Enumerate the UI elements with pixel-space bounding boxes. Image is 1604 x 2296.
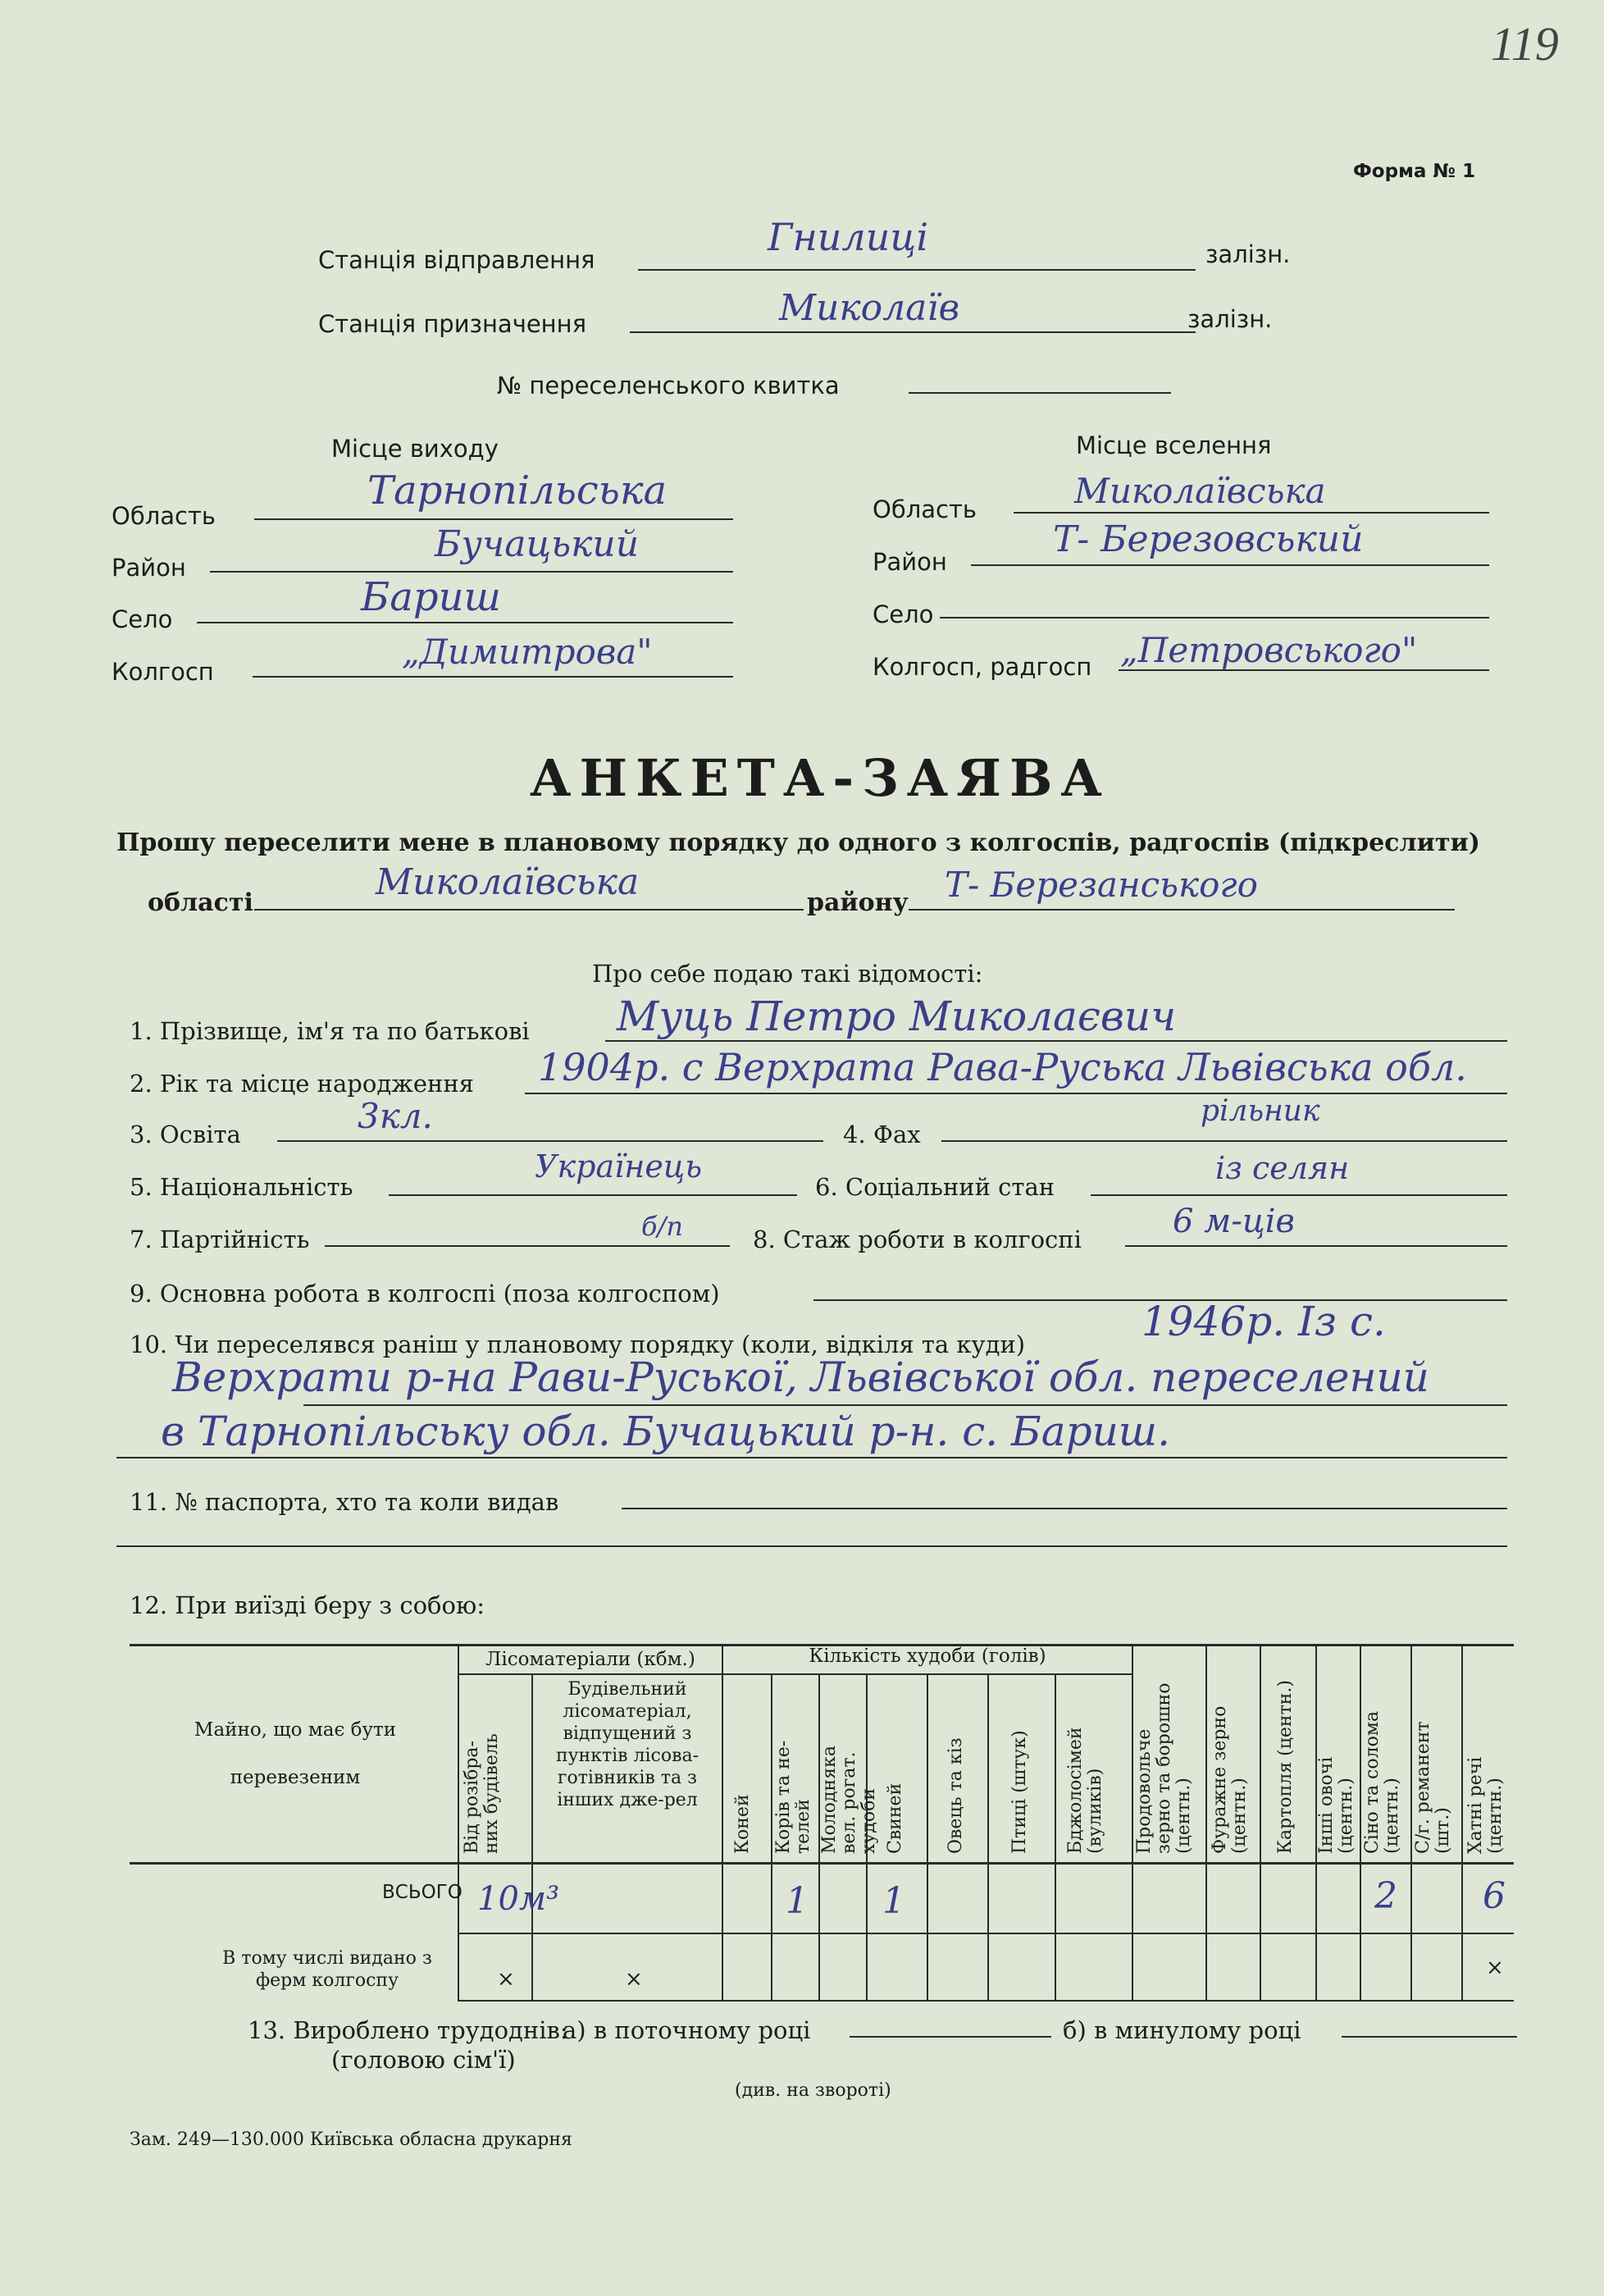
request-oblast-line <box>254 909 804 911</box>
settlement-raion-line <box>971 564 1489 566</box>
request-raion-value: Т- Березанського <box>945 865 1258 905</box>
field-3-label: 3. Освіта <box>130 1121 241 1148</box>
field-1-label: 1. Прізвище, ім'я та по батькові <box>130 1017 530 1045</box>
field-10-line-2 <box>303 1404 1507 1406</box>
origin-raion-value: Бучацький <box>435 523 640 565</box>
settlement-raion-label: Район <box>873 548 947 576</box>
ticket-number-label: № переселенського квитка <box>497 372 840 399</box>
col-header-potatoes: Картопля (центн.) <box>1275 1680 1296 1854</box>
table-col-line <box>1132 1644 1133 2000</box>
table-col-line <box>458 1644 459 2000</box>
table-col-line <box>1260 1644 1261 2000</box>
workdays-previous-line <box>1342 2036 1517 2038</box>
row-issued-label: В тому числі видано з ферм колгоспу <box>222 1948 432 1991</box>
field-7-label: 7. Партійність <box>130 1226 310 1253</box>
col-header-hay: Сіно та солома (центн.) <box>1362 1710 1402 1854</box>
table-row-divider <box>458 1933 1514 1934</box>
field-3-value: 3кл. <box>358 1096 433 1136</box>
total-household-value: 6 <box>1483 1875 1506 1917</box>
printer-imprint: Зам. 249—130.000 Київська обласна друкарня <box>130 2129 572 2150</box>
ticket-number-line <box>909 392 1171 394</box>
issued-household-cross: × <box>1486 1956 1504 1980</box>
see-back-note: (див. на звороті) <box>735 2080 891 2101</box>
settlement-heading: Місце вселення <box>1076 431 1272 459</box>
settlement-kolhosp-label: Колгосп, радгосп <box>873 653 1092 681</box>
field-10-line-3 <box>116 1457 1507 1458</box>
origin-heading: Місце виходу <box>331 435 499 463</box>
origin-raion-label: Район <box>112 554 186 582</box>
origin-kolhosp-label: Колгосп <box>112 658 214 686</box>
workdays-current-line <box>850 2036 1051 2038</box>
table-col-line <box>771 1673 772 2000</box>
departure-station-label: Станція відправлення <box>318 246 595 274</box>
workdays-previous-label: б) в минулому році <box>1063 2016 1301 2044</box>
field-4-value: рільник <box>1201 1094 1320 1128</box>
issued-building-timber-cross: × <box>625 1967 643 1992</box>
field-11-line <box>622 1508 1507 1509</box>
workdays-current-label: а) в поточному році <box>563 2016 811 2044</box>
table-col-line <box>987 1673 989 2000</box>
origin-selo-label: Село <box>112 605 173 633</box>
total-cows-value: 1 <box>786 1880 809 1922</box>
col-header-food-grain: Продовольче зерно та борошно (центн.) <box>1134 1682 1194 1854</box>
form-number-label: Форма № 1 <box>1353 161 1476 182</box>
field-6-label: 6. Соціальний стан <box>815 1173 1055 1201</box>
request-text: Прошу переселити мене в плановому порядку до одного з колгоспів, радгоспів (підкреслити) <box>116 828 1480 857</box>
settlement-selo-line <box>940 617 1489 619</box>
origin-selo-line <box>197 622 733 623</box>
archive-number: 119 <box>1491 17 1559 71</box>
field-9-label: 9. Основна робота в колгоспі (поза колгоспом) <box>130 1280 720 1308</box>
table-col-line <box>722 1644 723 2000</box>
table-col-line <box>1360 1644 1361 2000</box>
col-header-pigs: Свиней <box>885 1782 905 1854</box>
col-header-building-timber: Будівельний лісоматеріал, відпущений з пунктів лісова-готівників та з інших дже-рел <box>555 1679 699 1810</box>
field-5-value: Українець <box>535 1148 703 1185</box>
request-oblast-value: Миколаївська <box>376 861 640 903</box>
field-11-line-2 <box>116 1545 1507 1547</box>
field-6-line <box>1091 1194 1507 1196</box>
request-raion-line <box>909 909 1455 911</box>
field-4-line <box>941 1140 1507 1142</box>
col-header-sheep: Овець та кіз <box>946 1737 966 1854</box>
departure-station-suffix: залізн. <box>1205 240 1291 268</box>
table-col-line <box>531 1673 533 2000</box>
workdays-label: 13. Вироблено трудоднів: <box>248 2016 568 2044</box>
field-8-label: 8. Стаж роботи в колгоспі <box>753 1226 1082 1253</box>
request-raion-label: району <box>807 888 909 917</box>
field-8-value: 6 м-ців <box>1173 1203 1295 1240</box>
field-1-value: Муць Петро Миколаєвич <box>617 993 1177 1040</box>
table-col-line <box>927 1673 928 2000</box>
origin-oblast-value: Тарнопільська <box>367 468 668 514</box>
field-10-label: 10. Чи переселявся раніш у плановому порядку (коли, відкіля та куди) <box>130 1331 1026 1358</box>
field-5-label: 5. Національність <box>130 1173 353 1201</box>
field-2-value: 1904р. с Верхрата Рава-Руська Львівська обл. <box>538 1045 1467 1089</box>
table-bottom-border <box>458 2000 1514 2002</box>
total-pigs-value: 1 <box>882 1880 905 1922</box>
settlement-oblast-value: Миколаївська <box>1074 471 1326 511</box>
col-header-cows: Корів та не- телей <box>773 1740 813 1854</box>
col-header-inventory: С/г. реманент (шт.) <box>1413 1721 1453 1854</box>
origin-kolhosp-line <box>253 676 733 678</box>
settlement-kolhosp-value: „Петровського" <box>1120 630 1418 670</box>
table-col-line <box>1410 1644 1412 2000</box>
col-header-property: Майно, що має бути перевезеним <box>194 1719 397 1788</box>
col-header-vegetables: Інші овочі (центн.) <box>1316 1756 1356 1854</box>
settlement-oblast-line <box>1014 512 1489 514</box>
about-heading: Про себе подаю такі відомості: <box>592 960 983 988</box>
total-hay-value: 2 <box>1374 1875 1397 1917</box>
col-header-feed-grain: Фуражне зерно (центн.) <box>1210 1705 1250 1854</box>
table-col-line <box>1205 1644 1207 2000</box>
col-header-household: Хатні речі (центн.) <box>1465 1756 1506 1854</box>
total-dismantled-value: 10м³ <box>477 1880 560 1918</box>
destination-station-line <box>630 331 1196 333</box>
row-total-label: ВСЬОГО <box>382 1882 463 1903</box>
issued-dismantled-cross: × <box>497 1967 515 1992</box>
field-5-line <box>389 1194 797 1196</box>
field-2-label: 2. Рік та місце народження <box>130 1070 474 1098</box>
field-1-line <box>605 1040 1507 1042</box>
form-title: АНКЕТА-ЗАЯВА <box>530 748 1110 808</box>
field-6-value: із селян <box>1215 1150 1350 1186</box>
settlement-raion-value: Т- Березовський <box>1053 518 1364 560</box>
destination-station-suffix: залізн. <box>1187 305 1273 333</box>
origin-selo-value: Бариш <box>361 574 501 620</box>
col-header-poultry: Птиці (штук) <box>1009 1730 1030 1854</box>
field-2-line <box>525 1093 1507 1094</box>
origin-oblast-line <box>254 518 733 520</box>
settlement-selo-label: Село <box>873 600 934 628</box>
field-7-line <box>325 1245 730 1247</box>
table-intro: 12. При виїзді беру з собою: <box>130 1591 485 1619</box>
field-4-label: 4. Фах <box>843 1121 921 1148</box>
table-col-line <box>1055 1673 1056 2000</box>
origin-kolhosp-value: „Димитрова" <box>402 632 653 672</box>
table-col-line <box>1461 1644 1463 2000</box>
col-header-young-cattle: Молодняка вел. рогат. худоби <box>819 1746 879 1854</box>
settlement-oblast-label: Область <box>873 495 977 523</box>
destination-station-value: Миколаїв <box>779 287 960 329</box>
field-10-value-line3: в Тарнопільську обл. Бучацький р-н. с. Бариш. <box>161 1408 1171 1455</box>
col-header-dismantled: Від розібра- них будівель <box>462 1733 502 1854</box>
table-header-bottom <box>130 1862 1514 1865</box>
origin-raion-line <box>210 571 733 573</box>
field-10-value-line2: Верхрати р-на Рави-Руської, Львівської обл. переселений <box>172 1353 1429 1401</box>
request-oblast-label: області <box>148 888 253 917</box>
field-10-value-line1: 1946р. Із с. <box>1141 1298 1386 1345</box>
field-3-line <box>277 1140 823 1142</box>
col-group-timber: Лісоматеріали (кбм.) <box>485 1649 695 1670</box>
table-group-divider <box>459 1673 1132 1675</box>
origin-oblast-label: Область <box>112 502 216 530</box>
field-11-label: 11. № паспорта, хто та коли видав <box>130 1488 559 1516</box>
departure-station-line <box>638 269 1196 271</box>
field-7-value: б/п <box>641 1211 683 1242</box>
col-header-horses: Коней <box>732 1794 753 1854</box>
destination-station-label: Станція призначення <box>318 310 587 338</box>
workdays-sub: (головою сім'ї) <box>331 2046 516 2074</box>
departure-station-value: Гнилиці <box>768 215 929 259</box>
col-group-livestock: Кількість худоби (голів) <box>809 1646 1046 1667</box>
col-header-bees: Бджолосімей (вуликів) <box>1065 1727 1105 1854</box>
field-8-line <box>1125 1245 1507 1247</box>
